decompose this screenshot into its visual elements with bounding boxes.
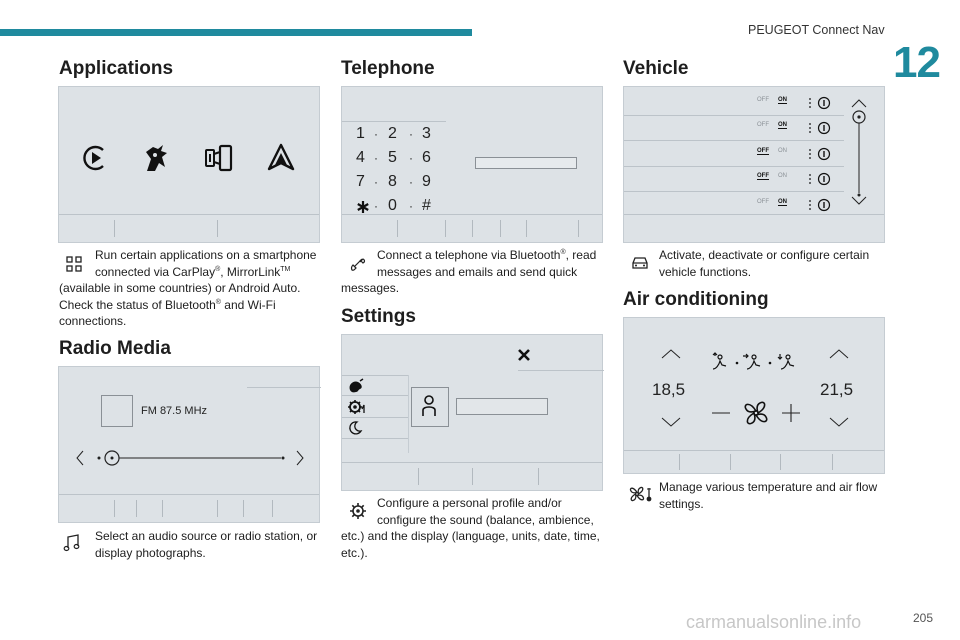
keypad-key-star[interactable] [356,197,370,219]
temperature-left: 18,5 [652,380,686,399]
keypad-key[interactable]: 7 [356,173,365,190]
close-icon[interactable] [518,349,530,361]
vehicle-function-list [624,87,844,215]
dial-number-field[interactable] [475,157,577,169]
info-icon[interactable] [808,198,834,212]
profile-name-field[interactable] [456,398,548,415]
settings-heading: Settings [341,306,416,327]
watermark: carmanualsonline.info [686,612,862,632]
radio-media-heading: Radio Media [59,338,171,359]
on-off-toggle[interactable] [757,199,787,206]
mirrorlink-icon[interactable] [204,144,234,172]
fan-speed-control[interactable] [710,396,802,430]
vehicle-function-row[interactable] [624,90,844,116]
keypad-key[interactable]: 0 [388,197,397,214]
applications-heading: Applications [59,58,174,79]
settings-screen [341,334,603,491]
toggle-on-label: ON [778,122,787,129]
temp-right-down-icon[interactable] [828,416,850,428]
telephone-screen [341,86,603,243]
toggle-on-label: ON [778,147,787,154]
keypad-separator: · [409,175,413,189]
running-header: PEUGEOT Connect Nav [748,23,885,37]
keypad-key[interactable]: 6 [422,149,431,166]
radio-media-screen [58,366,320,523]
keypad-key[interactable]: 9 [422,173,431,190]
temp-right-up-icon[interactable] [828,348,850,360]
on-off-toggle[interactable] [757,122,787,129]
peugeot-lion-icon[interactable] [141,143,171,173]
person-profile-icon [421,395,437,417]
info-icon[interactable] [808,96,834,110]
applications-screen [58,86,320,243]
top-accent-bar [0,29,472,36]
air-conditioning-screen [623,317,885,474]
chapter-number: 12 [893,38,940,87]
vehicle-scrollbar[interactable] [848,97,870,207]
temp-left-down-icon[interactable] [660,416,682,428]
frequency-slider[interactable] [75,447,305,469]
fan-icon [745,402,766,423]
night-mode-icon[interactable] [348,421,362,435]
vehicle-function-row[interactable] [624,167,844,193]
air-to-face-icon [743,354,760,369]
station-frequency: FM 87.5 MHz [141,405,208,417]
keypad-separator: · [374,199,378,213]
vehicle-function-row[interactable] [624,141,844,167]
applications-description: Run certain applications on a smartphone connected via CarPlay®, MirrorLink™ (available in some countries) or Android Auto. Check the status of Bluetooth® and Wi-Fi connections. [59,248,317,328]
info-icon[interactable] [808,147,834,161]
vehicle-heading: Vehicle [623,58,689,79]
air-conditioning-description: Manage various temperature and air flow settings. [659,480,878,511]
info-icon[interactable] [808,121,834,135]
toggle-off-label: OFF [757,198,769,205]
temperature-right: 21,5 [820,380,854,399]
on-off-toggle[interactable] [757,173,787,180]
palette-icon[interactable] [348,380,364,394]
keypad-key[interactable]: # [422,197,431,214]
air-to-feet-icon [778,354,794,369]
telephone-heading: Telephone [341,58,435,79]
keypad-separator: · [409,199,413,213]
keypad-key[interactable]: 5 [388,149,397,166]
air-conditioning-heading: Air conditioning [623,289,769,310]
vehicle-description: Activate, deactivate or configure certain vehicle functions. [659,248,870,279]
toggle-off-label: OFF [757,173,769,180]
toggle-off-label: OFF [757,122,769,129]
vehicle-function-row[interactable] [624,192,844,218]
keypad-key[interactable]: 1 [356,125,365,142]
radio-media-description: Select an audio source or radio station, or display photographs. [95,529,318,560]
keypad-separator: · [374,127,378,141]
android-auto-icon[interactable] [267,143,295,173]
page-number: 205 [913,611,934,625]
keypad-separator: · [409,127,413,141]
carplay-play-icon[interactable] [81,144,109,172]
on-off-toggle[interactable] [757,148,787,155]
sound-settings-icon[interactable] [347,399,367,415]
toggle-on-label: ON [778,198,787,205]
toggle-on-label: ON [778,96,787,103]
asterisk-icon [356,200,370,214]
vehicle-function-row[interactable] [624,116,844,142]
keypad-key[interactable]: 2 [388,125,397,142]
air-distribution-icons[interactable] [710,352,802,372]
keypad-key[interactable]: 4 [356,149,365,166]
info-icon[interactable] [808,172,834,186]
toggle-off-label: OFF [757,147,769,154]
keypad-separator: · [409,151,413,165]
station-logo-placeholder[interactable] [101,395,133,427]
keypad-key[interactable]: 3 [422,125,431,142]
toggle-on-label: ON [778,173,787,180]
temp-left-up-icon[interactable] [660,348,682,360]
keypad-key[interactable]: 8 [388,173,397,190]
telephone-description: Connect a telephone via Bluetooth®, read messages and emails and send quick messages. [341,248,597,295]
toggle-off-label: OFF [757,96,769,103]
keypad-separator: · [374,151,378,165]
keypad-separator: · [374,175,378,189]
vehicle-screen [623,86,885,243]
air-to-windscreen-icon [713,353,726,369]
on-off-toggle[interactable] [757,97,787,104]
settings-description: Configure a personal profile and/or configure the sound (balance, ambience, etc.) and the display (language, units, date, time, etc.). [341,496,600,560]
